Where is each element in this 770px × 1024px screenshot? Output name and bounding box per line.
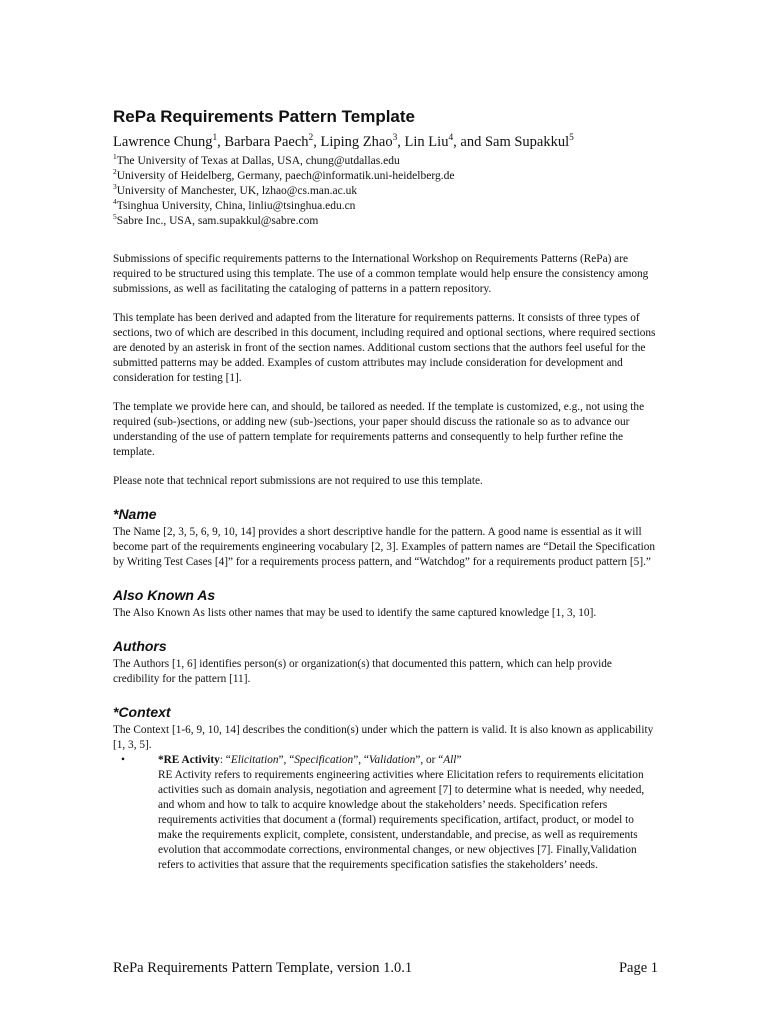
bullet-value: All xyxy=(443,754,457,766)
author-affil-mark: 3 xyxy=(392,133,398,144)
author-affil-mark: 2 xyxy=(308,133,314,144)
document-title: RePa Requirements Pattern Template xyxy=(113,107,415,126)
bullet-value: Elicitation xyxy=(230,754,279,766)
affiliation-mark: 5 xyxy=(113,212,117,222)
affiliation-text: The University of Texas at Dallas, USA, chung@utdallas.edu xyxy=(116,155,400,167)
bullet-colon: : xyxy=(219,754,226,766)
author-name: Barbara Paech xyxy=(224,134,309,150)
affiliation-text: Tsinghua University, China, linliu@tsinghua.edu.cn xyxy=(116,200,356,212)
author-separator: , and xyxy=(453,134,485,150)
intro-paragraph: The template we provide here can, and should, be tailored as needed. If the template is customized, e.g., not using the required (sub-)sections, or adding new (sub-)sections, your paper should discuss the rationale so as to advance our understanding of the use of pattern template for requirements patterns and consequently to help further refine the template. xyxy=(113,401,645,458)
section-heading-name: *Name xyxy=(113,506,157,522)
bullet-icon: • xyxy=(121,754,125,766)
author-line xyxy=(113,134,658,151)
affiliation-mark: 4 xyxy=(113,197,117,207)
affiliation-item xyxy=(113,154,658,169)
affiliation-mark: 2 xyxy=(113,167,117,177)
author-separator: , xyxy=(313,134,321,150)
document-body xyxy=(113,107,658,873)
bullet-value: Specification xyxy=(294,754,354,766)
author-affil-mark: 4 xyxy=(448,133,454,144)
footer-version: RePa Requirements Pattern Template, version 1.0.1 xyxy=(113,960,413,976)
section-heading-also-known-as: Also Known As xyxy=(113,587,216,603)
bullet-value: Validation xyxy=(368,754,416,766)
author-separator: , xyxy=(217,134,225,150)
author-affil-mark: 5 xyxy=(569,133,574,144)
affiliation-item xyxy=(113,184,658,199)
affiliation-text: Sabre Inc., USA, sam.supakkul@sabre.com xyxy=(116,215,319,227)
bullet-value-separator: , or xyxy=(420,754,439,766)
bullet-body: RE Activity refers to requirements engineering activities where Elicitation refers to requirements elicitation activities such as domain analysis, negotiation and agreement [7] to determine what is needed, why needed, and whom and how to talk to acquire knowledge about the stakeholders’ needs. Specification refers requirements activities that document a (formal) requirements specification, artifact, product, or model to make the requirements explicit, complete, consistent, understandable, and precise, as well as requirements evolution that accommodate corrections, environmental changes, or new objectives [7]. Finally,Validation refers to activities that assure that the requirements specification satisfies the stakeholders’ needs. xyxy=(158,769,645,871)
bullet-value-separator: , xyxy=(283,754,290,766)
bullet-item-re-activity xyxy=(121,753,658,873)
affiliation-list xyxy=(113,154,658,229)
affiliation-text: University of Manchester, UK, lzhao@cs.man.ac.uk xyxy=(116,185,358,197)
intro-paragraph: Please note that technical report submissions are not required to use this template. xyxy=(113,475,483,487)
section-body-authors: The Authors [1, 6] identifies person(s) or organization(s) that documented this pattern, which can help provide credibility for the pattern [11]. xyxy=(113,658,612,685)
author-name: Sam Supakkul xyxy=(484,134,570,150)
intro-paragraph: This template has been derived and adapted from the literature for requirements patterns. It consists of three types of sections, two of which are described in this document, including required and optional sections, where required sections are denoted by an asterisk in front of the section names. Additional custom sections that the authors feel useful for the submitted patterns may be added. Examples of custom attributes may include consideration for development and consideration for testing [1]. xyxy=(113,312,656,384)
author-name: Lin Liu xyxy=(404,134,449,150)
section-heading-context: *Context xyxy=(113,704,171,720)
bullet-value-separator: , xyxy=(358,754,364,766)
author-affil-mark: 1 xyxy=(212,133,218,144)
bullet-heading: *RE Activity: “Elicitation”, “Specification”, “Validation”, or “All” xyxy=(158,754,462,766)
affiliation-item xyxy=(113,199,658,214)
intro-paragraph: Submissions of specific requirements patterns to the International Workshop on Requirements Patterns (RePa) are required to be structured using this template. The use of a common template would help ensure the consistency among submissions, as well as facilitating the cataloging of patterns in a pattern repository. xyxy=(113,253,649,295)
section-body-also-known-as: The Also Known As lists other names that may be used to identify the same captured knowledge [1, 3, 10]. xyxy=(113,607,597,619)
affiliation-item xyxy=(113,169,658,184)
author-separator: , xyxy=(397,134,405,150)
affiliation-mark: 1 xyxy=(113,152,117,162)
footer-page-number: Page 1 xyxy=(618,960,658,976)
section-body-context: The Context [1-6, 9, 10, 14] describes the condition(s) under which the pattern is valid. It is also known as applicability [1, 3, 5]. xyxy=(113,724,654,751)
affiliation-item xyxy=(113,214,658,229)
section-heading-authors: Authors xyxy=(113,638,167,654)
affiliation-mark: 3 xyxy=(113,182,117,192)
author-name: Liping Zhao xyxy=(320,134,393,150)
bullet-label: *RE Activity xyxy=(158,754,220,766)
affiliation-text: University of Heidelberg, Germany, paech@informatik.uni-heidelberg.de xyxy=(116,170,455,182)
author-name: Lawrence Chung xyxy=(113,134,213,150)
section-body-name: The Name [2, 3, 5, 6, 9, 10, 14] provides a short descriptive handle for the pattern. A good name is essential as it will become part of the requirements engineering vocabulary [2, 3]. Examples of pattern names are “Detail the Specification by Writing Test Cases [4]” for a requirements process pattern, and “Watchdog” for a requirements product pattern [5].” xyxy=(113,526,656,568)
